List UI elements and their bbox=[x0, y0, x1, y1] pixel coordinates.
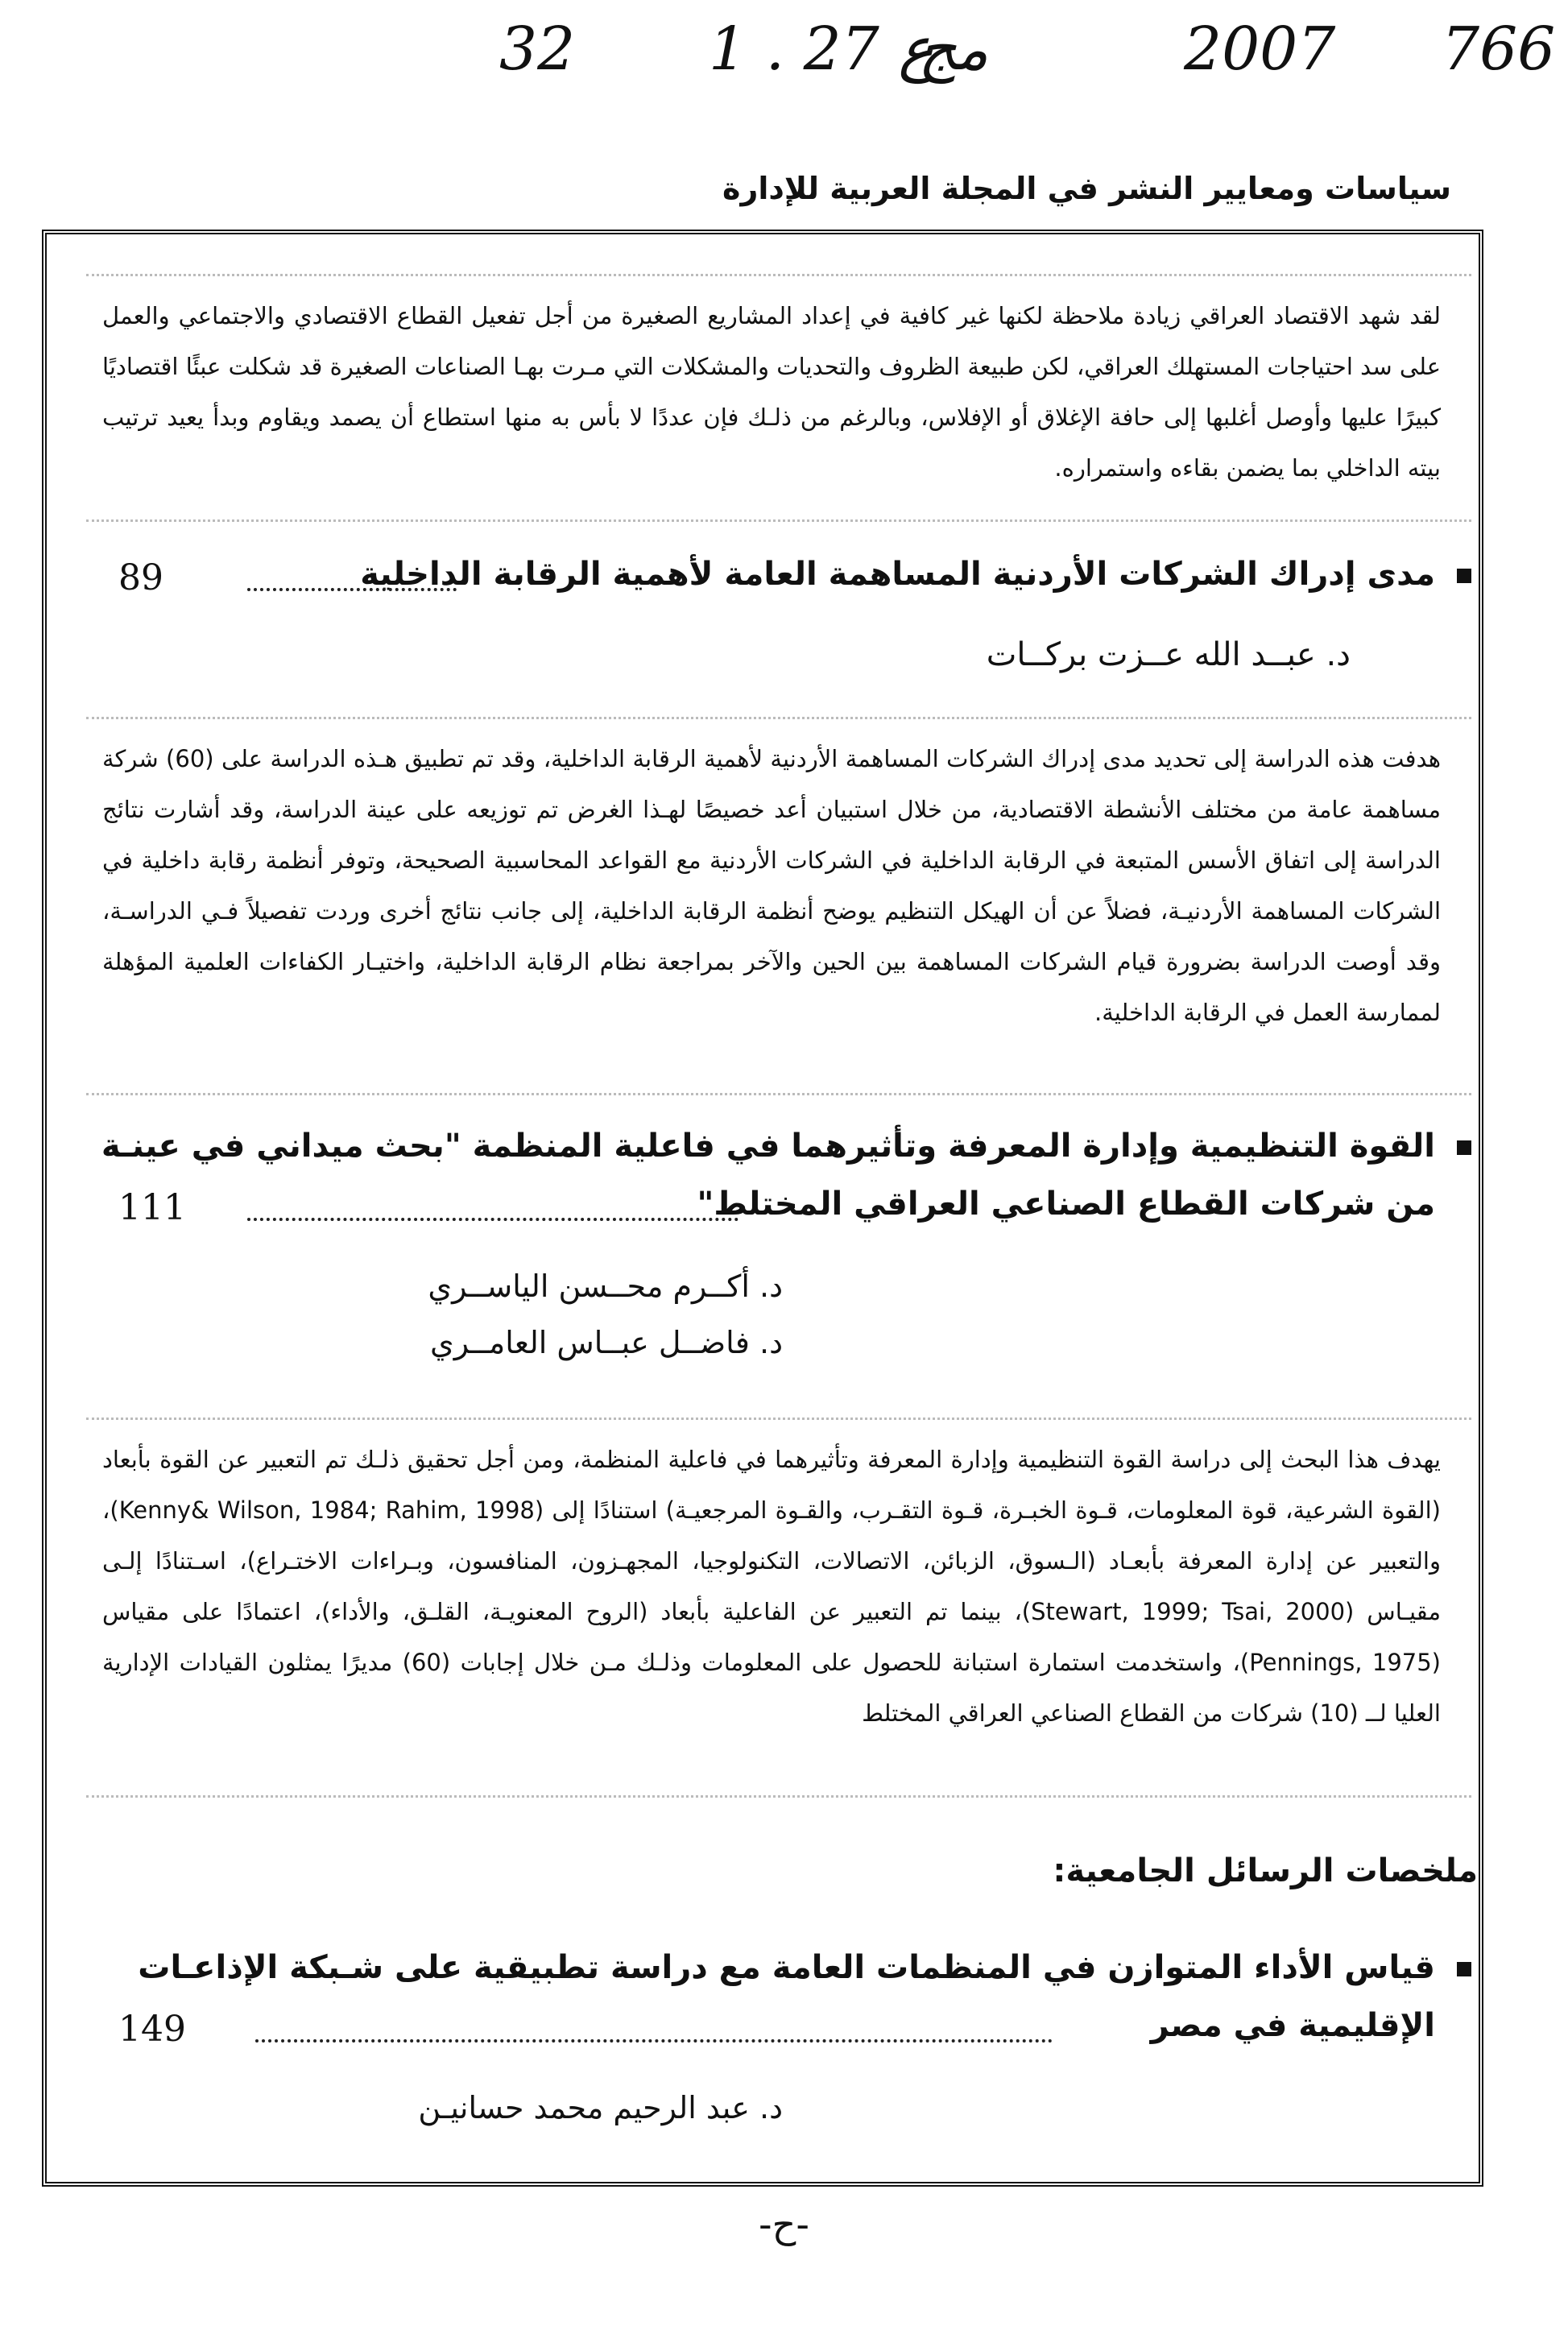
bullet-icon bbox=[1457, 1140, 1471, 1155]
toc-entry bbox=[102, 556, 1471, 693]
handwritten-item: مج bbox=[918, 14, 989, 84]
handwritten-item: 2007 bbox=[1184, 14, 1336, 84]
section-heading: ملخصات الرسائل الجامعية: bbox=[1053, 1852, 1478, 1889]
toc-entry bbox=[102, 1128, 1471, 1409]
entry-author: د. أكــرم محــسن الياســري bbox=[428, 1269, 783, 1304]
page-header-title: سياسات ومعايير النشر في المجلة العربية للإدارة bbox=[722, 171, 1451, 206]
page-number: -ح- bbox=[759, 2203, 809, 2246]
handwritten-annotation bbox=[0, 14, 1568, 103]
abstract-block bbox=[86, 1418, 1471, 1798]
entry-author: د. عبــد الله عــزت بركــات bbox=[986, 636, 1351, 673]
entry-title: قياس الأداء المتوازن في المنظمات العامة مع دراسة تطبيقية على شـبكة الإذاعـات bbox=[138, 1949, 1435, 1986]
entry-title: من شركات القطاع الصناعي العراقي المختلط" bbox=[697, 1186, 1435, 1223]
entry-author: د. فاضــل عبــاس العامــري bbox=[429, 1325, 783, 1360]
abstract-text: يهدف هذا البحث إلى دراسة القوة التنظيمية وإدارة المعرفة وتأثيرهما في فاعلية المنظمة، ومن أجل تحقيق ذلـك تم التعبير عن القوة بأبعاد (القوة الشرعية، قوة المعلومات، قـوة الخبـرة، قـوة التقـرب، والقـوة المرجعيـة) استنادًا إلى (Kenny& Wilson, 1984; Rahim, 1998)، والتعبير عن إدارة المعرفة بأبعـاد (الـسوق، الزبائن، الاتصالات، التكنولوجيا، المجهـزون، المنافسون، وبـراءات الاختـراع)، اسـتنادًا إلـى مقيـاس (Stewart, 1999; Tsai, 2000)، بينما تم التعبير عن الفاعلية بأبعاد (الروح المعنويـة، القلـق، والأداء)، اعتمادًا على مقياس (Pennings, 1975)، واستخدمت استمارة استبانة للحصول على المعلومات وذلـك مـن خلال إجابات (60) مديرًا يمثلون القيادات الإدارية العليا لــ (10) شركات من القطاع الصناعي العراقي المختلط bbox=[102, 1446, 1441, 1727]
abstract-block bbox=[86, 717, 1471, 1095]
entry-author: د. عبد الرحيم محمد حسانيـن bbox=[418, 2090, 783, 2125]
entry-title: الإقليمية في مصر bbox=[1150, 2007, 1435, 2044]
abstract-text: لقد شهد الاقتصاد العراقي زيادة ملاحظة لكنها غير كافية في إعداد المشاريع الصغيرة من أجل تفعيل القطاع الاقتصادي والاجتماعي والعمل على سد احتياجات المستهلك العراقي، لكن طبيعة الظروف والتحديات والمشكلات التي مـرت بهـا الصناعات الصغيرة قد شكلت عبئًا اقتصاديًا كبيرًا عليها وأوصل أغلبها إلى حافة الإغلاق أو الإفلاس، وبالرغم من ذلـك فإن عددًا لا بأس به منها استطاع أن يصمد ويقاوم وبدأ يعيد ترتيب بيته الداخلي بما يضمن بقاءه واستمراره. bbox=[102, 302, 1441, 482]
entry-page-number: 149 bbox=[118, 2009, 186, 2050]
abstract-block bbox=[86, 274, 1471, 522]
leader-dots bbox=[247, 588, 457, 591]
leader-dots bbox=[247, 1218, 738, 1221]
bullet-icon bbox=[1457, 1962, 1471, 1976]
entry-page-number: 111 bbox=[118, 1187, 186, 1228]
leader-dots bbox=[255, 2039, 1053, 2042]
entry-title: القوة التنظيمية وإدارة المعرفة وتأثيرهما في فاعلية المنظمة "بحث ميداني في عينـة bbox=[101, 1128, 1435, 1165]
handwritten-item: 766 bbox=[1442, 14, 1556, 84]
handwritten-item: 1 . ع 27 bbox=[709, 14, 934, 84]
bullet-icon bbox=[1457, 569, 1471, 583]
handwritten-item: 32 bbox=[499, 14, 576, 84]
toc-entry bbox=[102, 1949, 1471, 2150]
entry-page-number: 89 bbox=[118, 557, 163, 598]
abstract-text: هدفت هذه الدراسة إلى تحديد مدى إدراك الشركات المساهمة الأردنية لأهمية الرقابة الداخلية، وقد تم تطبيق هـذه الدراسة على (60) شركة مساهمة عامة من مختلف الأنشطة الاقتصادية، من خلال استبيان أعد خصيصًا لهـذا الغرض تم توزيعه على عينة الدراسة، وقد أشارت نتائج الدراسة إلى اتفاق الأسس المتبعة في الرقابة الداخلية في الشركات الأردنية مع القواعد المحاسبية الصحيحة، وتوفر أنظمة رقابة داخلية في الشركات المساهمة الأردنيـة، فضلاً عن أن الهيكل التنظيم يوضح أنظمة الرقابة الداخلية، إلى جانب نتائج أخرى وردت تفصيلاً فـي الدراسـة، وقد أوصت الدراسة بضرورة قيام الشركات المساهمة بين الحين والآخر بمراجعة نظام الرقابة الداخلية، واختيـار الكفاءات العلمية المؤهلة لممارسة العمل في الرقابة الداخلية. bbox=[102, 745, 1441, 1026]
entry-title: مدى إدراك الشركات الأردنية المساهمة العامة لأهمية الرقابة الداخلية bbox=[360, 556, 1435, 593]
